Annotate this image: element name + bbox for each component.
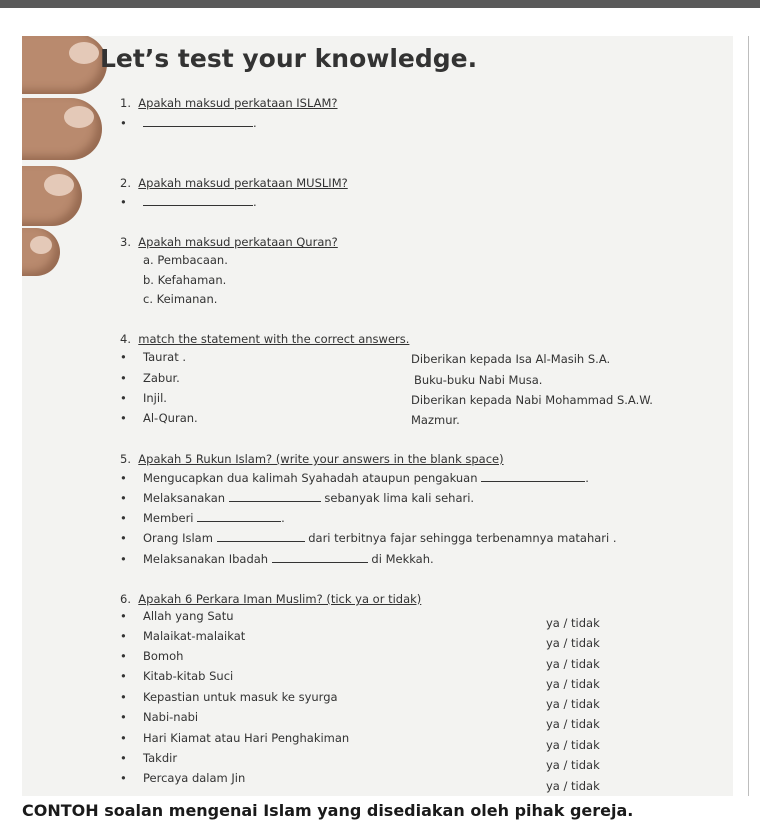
iman-item: Allah yang Satu: [143, 609, 234, 623]
worksheet-heading: Let’s test your knowledge.: [100, 44, 478, 73]
bullet: •: [120, 471, 127, 485]
iman-item: Kepastian untuk masuk ke syurga: [143, 690, 338, 704]
ya-tidak-choice: ya / tidak: [546, 779, 600, 793]
rukun-item-5: Melaksanakan Ibadah di Mekkah.: [143, 552, 434, 566]
iman-item: Nabi-nabi: [143, 710, 199, 724]
bullet: •: [120, 751, 127, 765]
rukun-item-2: Melaksanakan sebanyak lima kali sehari.: [143, 491, 475, 505]
bullet: •: [120, 710, 127, 724]
iman-item: Takdir: [143, 751, 178, 765]
bullet: •: [120, 411, 127, 425]
finger: [22, 228, 60, 276]
question-1: 1. Apakah maksud perkataan ISLAM?: [120, 96, 338, 110]
ya-tidak-choice: ya / tidak: [546, 657, 600, 671]
bullet: •: [120, 731, 127, 745]
match-right-2: Buku-buku Nabi Musa.: [414, 373, 543, 387]
top-border: [0, 0, 760, 8]
match-left-3: Injil.: [143, 391, 167, 405]
question-5: 5. Apakah 5 Rukun Islam? (write your answers in the blank space): [120, 452, 504, 466]
ya-tidak-choice: ya / tidak: [546, 677, 600, 691]
question-4-text: match the statement with the correct answers.: [138, 332, 410, 346]
question-3-text: Apakah maksud perkataan Quran?: [138, 235, 338, 249]
column-divider: [748, 36, 749, 796]
iman-item: Bomoh: [143, 649, 184, 663]
iman-item: Hari Kiamat atau Hari Penghakiman: [143, 731, 350, 745]
ya-tidak-choice: ya / tidak: [546, 636, 600, 650]
iman-item: Percaya dalam Jin: [143, 771, 246, 785]
match-right-4: Mazmur.: [411, 413, 460, 427]
bullet: •: [120, 391, 127, 405]
match-right-1: Diberikan kepada Isa Al-Masih S.A.: [411, 352, 611, 366]
answer-line-1: .: [143, 116, 257, 130]
question-3: 3. Apakah maksud perkataan Quran?: [120, 235, 338, 249]
question-1-text: Apakah maksud perkataan ISLAM?: [138, 96, 338, 110]
rukun-item-4: Orang Islam dari terbitnya fajar sehingga terbenamnya matahari .: [143, 531, 617, 545]
ya-tidak-choice: ya / tidak: [546, 616, 600, 630]
match-left-1: Taurat .: [143, 350, 187, 364]
question-6: 6. Apakah 6 Perkara Iman Muslim? (tick ya or tidak): [120, 592, 422, 606]
ya-tidak-choice: ya / tidak: [546, 697, 600, 711]
answer-line-2: .: [143, 195, 257, 209]
question-2: 2. Apakah maksud perkataan MUSLIM?: [120, 176, 348, 190]
bullet: •: [120, 669, 127, 683]
bullet: •: [120, 629, 127, 643]
worksheet-photo: [22, 36, 733, 796]
finger: [22, 36, 107, 94]
bullet: •: [120, 649, 127, 663]
bullet: •: [120, 195, 127, 209]
iman-item: Malaikat-malaikat: [143, 629, 246, 643]
iman-item: Kitab-kitab Suci: [143, 669, 234, 683]
question-2-text: Apakah maksud perkataan MUSLIM?: [138, 176, 348, 190]
bullet: •: [120, 511, 127, 525]
bullet: •: [120, 771, 127, 785]
rukun-item-1: Mengucapkan dua kalimah Syahadah ataupun pengakuan .: [143, 471, 589, 485]
question-5-text: Apakah 5 Rukun Islam? (write your answers in the blank space): [138, 452, 504, 466]
option-b: b. Kefahaman.: [143, 273, 227, 287]
ya-tidak-choice: ya / tidak: [546, 717, 600, 731]
bullet: •: [120, 116, 127, 130]
bullet: •: [120, 371, 127, 385]
match-right-3: Diberikan kepada Nabi Mohammad S.A.W.: [411, 393, 653, 407]
bullet: •: [120, 552, 127, 566]
photo-caption: CONTOH soalan mengenai Islam yang disediakan oleh pihak gereja.: [22, 801, 634, 820]
rukun-item-3: Memberi .: [143, 511, 285, 525]
bullet: •: [120, 690, 127, 704]
option-c: c. Keimanan.: [143, 292, 218, 306]
finger: [22, 166, 82, 226]
ya-tidak-choice: ya / tidak: [546, 738, 600, 752]
bullet: •: [120, 491, 127, 505]
question-4: 4. match the statement with the correct answers.: [120, 332, 410, 346]
bullet: •: [120, 350, 127, 364]
match-left-2: Zabur.: [143, 371, 180, 385]
match-left-4: Al-Quran.: [143, 411, 198, 425]
finger: [22, 98, 102, 160]
bullet: •: [120, 609, 127, 623]
question-6-text: Apakah 6 Perkara Iman Muslim? (tick ya or tidak): [138, 592, 422, 606]
bullet: •: [120, 531, 127, 545]
option-a: a. Pembacaan.: [143, 253, 228, 267]
ya-tidak-choice: ya / tidak: [546, 758, 600, 772]
